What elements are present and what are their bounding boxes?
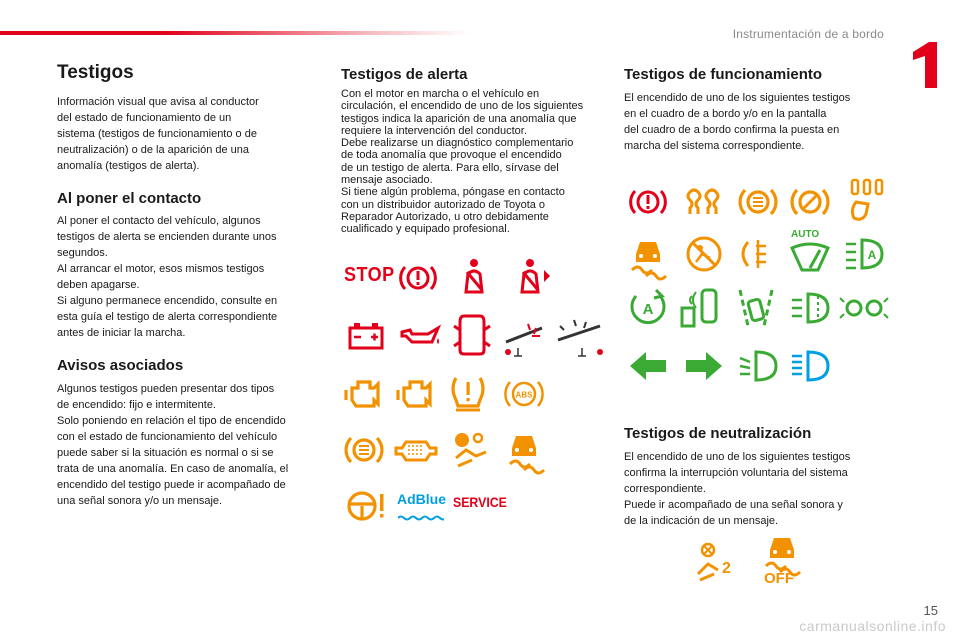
stop-start-icon	[626, 286, 670, 330]
svg-text:A: A	[867, 248, 877, 262]
chapter-number	[907, 40, 947, 90]
functioning-heading: Testigos de funcionamiento	[624, 66, 823, 83]
header-accent-bar	[0, 31, 470, 35]
section-title: Instrumentación de a bordo	[732, 27, 884, 41]
side-lights-icon	[842, 286, 886, 330]
off-label: OFF	[764, 570, 794, 587]
particle-filter-icon	[394, 428, 438, 472]
auto-high-beam-icon	[842, 234, 886, 274]
alert-heading: Testigos de alerta	[341, 66, 468, 83]
tyre-pressure-icon	[446, 370, 490, 416]
neutralization-heading: Testigos de neutralización	[624, 425, 812, 442]
contact-text: Al poner el contacto del vehículo, algunos testigos de alerta se encienden durante unos segundos. Al arrancar el motor, esos mismos testigos deben apagarse. Si alguno permanece encendido, consulte en esta guía el testigo de alerta correspondiente antes de iniciar la marcha.	[57, 215, 278, 339]
airbag-off-number: 2	[722, 560, 731, 577]
right-indicator-icon	[682, 346, 726, 386]
rear-fog-icon	[736, 234, 780, 274]
svg-text:A: A	[642, 301, 654, 318]
seatbelt-driver-icon	[452, 256, 496, 296]
page-number: 15	[923, 603, 938, 618]
engine-fault-icon	[394, 372, 438, 416]
avisos-heading: Avisos asociados	[57, 357, 184, 374]
coolant-temperature-icon	[500, 312, 610, 360]
adblue-icon: AdBlue	[397, 491, 446, 507]
watermark: carmanualsonline.info	[799, 618, 946, 634]
adblue-wave-icon	[398, 508, 444, 514]
auto-wiper-label: AUTO	[791, 229, 820, 240]
intro-text: Información visual que avisa al conductor del estado de funcionamiento de un sistema (testigos de funcionamiento o de neutralización) o de la aparición de una anomalía (testigos de alerta).	[57, 96, 259, 172]
main-beam-icon	[788, 346, 832, 386]
avisos-text: Algunos testigos pueden presentar dos tipos de encendido: fijo e intermitente. Solo poniendo en relación el tipo de encendido con el estado de funcionamiento del vehículo puede saber si la situación es normal o si se trata de una anomalía. En caso de anomalía, el encendido del testigo puede ir acompañado de una señal sonora y/o un mensaje.	[57, 383, 289, 507]
seatbelt-passenger-icon	[510, 256, 554, 296]
neutralization-text: El encendido de uno de los siguientes testigos confirma la interrupción voluntaria del sistema correspondiente. Puede ir acompañado de una señal sonora y de la indicación de un mensaje.	[624, 451, 851, 527]
stability-active-icon	[626, 232, 670, 278]
service-icon: SERVICE	[453, 494, 507, 510]
svg-text:ABS: ABS	[515, 390, 533, 400]
front-fog-icon	[788, 286, 832, 330]
left-indicator-icon	[626, 346, 670, 386]
page-title: Testigos	[57, 62, 134, 83]
airbag-icon	[448, 428, 492, 472]
brake-alert-icon	[396, 258, 440, 298]
preheating-icon	[682, 182, 726, 222]
abs-icon	[502, 372, 546, 416]
steering-icon	[342, 484, 386, 528]
stability-control-icon	[502, 426, 546, 472]
oil-pressure-icon	[398, 316, 442, 356]
brake-off-icon	[788, 180, 832, 224]
airbag-off-icon	[694, 540, 738, 586]
passenger-airbag-off-icon	[682, 232, 726, 278]
functioning-text: El encendido de uno de los siguientes testigos en el cuadro de a bordo y/o en la pantalla del cuadro de a bordo confirma la puesta en marcha del sistema correspondiente.	[624, 92, 851, 152]
park-assist-icon	[678, 284, 722, 332]
brake-pad-icon	[342, 428, 386, 472]
dipped-beam-icon	[736, 346, 780, 386]
stability-off-icon	[760, 530, 804, 572]
parking-brake-icon	[626, 182, 670, 222]
engine-check-icon	[342, 372, 386, 416]
alert-text: Con el motor en marcha o el vehículo en circulación, el encendido de uno de los siguientes testigos indica la aparición de una anomalía que requiere la intervención del conductor. Debe realizarse un diagnóstico complementario de toda anomalía que provoque el encendido de un testigo de alerta. Para ello, sírvase del mensaje asociado. Si tiene algún problema, póngase en contacto con un distribuidor autorizado de Toyota o Reparador Autorizado, u otro debidamente cualificado y equipado profesional.	[341, 88, 584, 236]
lane-assist-icon	[734, 284, 778, 332]
contact-heading: Al poner el contacto	[57, 190, 202, 207]
stop-icon: STOP	[344, 262, 395, 286]
clutch-foot-icon	[842, 176, 886, 224]
door-open-icon	[450, 312, 494, 358]
battery-icon	[344, 316, 388, 356]
brake-hold-icon	[736, 180, 780, 224]
auto-wiper-icon	[788, 240, 832, 274]
